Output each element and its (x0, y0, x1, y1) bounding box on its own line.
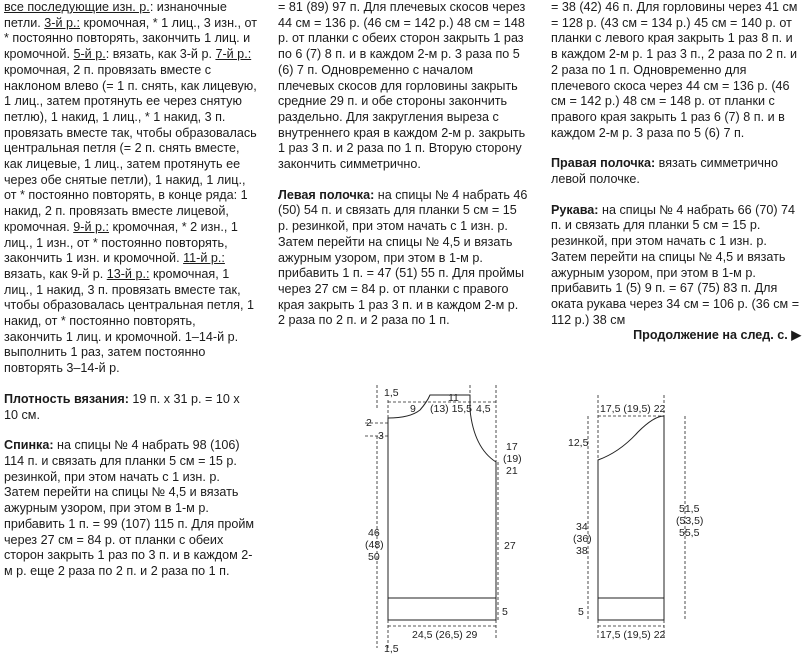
dim-label: 2 (366, 417, 372, 429)
text-fragment: на спицы № 4 набрать 66 (70) 74 п. и связать для планки 5 см = 15 р. резинкой, при этом начать с 1 изн. р. Затем перейти на спицы № 4,5 и вязать ажурным узором, при этом в 1-м р. прибавить 1 (5) 9 п. = 67 (75) 83 п. Для оката рукава через 34 см = 106 р. (36 см = 112 р.) 38 см (551, 202, 800, 327)
dim-label: 11 (448, 392, 459, 404)
dim-label: 38 (576, 545, 588, 557)
sleeve-outline (598, 416, 664, 620)
dim-label: 50 (368, 551, 380, 563)
dim-label: 12,5 (568, 437, 589, 449)
section-heading: Плотность вязания: (4, 391, 129, 406)
section-heading: Левая полочка: (278, 187, 375, 202)
dim-label: (13) 15,5 (430, 403, 473, 415)
dim-label: (53,5) (676, 515, 704, 527)
sleeve-schematic (568, 395, 703, 641)
dim-label: (19) (503, 453, 522, 465)
section-heading: Спинка: (4, 438, 54, 453)
dim-label: 17,5 (19,5) 22 (600, 403, 666, 415)
row-label: 7-й р.: (215, 47, 252, 62)
dim-label: 4,5 (476, 403, 491, 415)
row-label: 9-й р.: (73, 219, 109, 234)
dim-label: 24,5 (26,5) 29 (412, 629, 478, 641)
arrow-right-icon: ▶ (791, 328, 801, 343)
text-fragment: все последующие изн. р. (4, 0, 150, 14)
dim-label: 17,5 (19,5) 22 (600, 629, 666, 641)
text-fragment: кромочная, * 1 лиц., 3 изн., от * постоянно повторять, закончить 1 лиц. и кромочной. (4, 15, 258, 62)
text-fragment: 19 п. x 31 р. = 10 x 10 см. (4, 391, 240, 422)
text-fragment: кромочная, * 2 изн., 1 лиц., 1 изн., от * постоянно повторять, закончить 1 изн. и кромочной. (4, 219, 238, 266)
dim-label: 27 (504, 540, 516, 552)
text-fragment: кромочная, 1 лиц., 1 накид, 3 п. провязать вместе так, чтобы образовалась центральная петля, 1 накид, от * постоянно повторять, закончить 1 лиц. и кромочной. 1–14-й р. выполнить 1 раз, затем постоянно повторять 3–14-й р. (4, 266, 254, 376)
left-front-continued-paragraph: = 38 (42) 46 п. Для горловины через 41 см = 128 р. (43 см = 134 р.) 45 см = 140 р. от планки с левого края закрыть 1 раз 8 п. и в каждом 2-м р. 1 раз 3 п., 2 раза по 2 п. и 2 раза по 1 п. Одновременно для плечевого скоса через 44 см = 136 р. (46 см = 142 р.) 48 см = 148 р. от планки с правого края закрыть 1 раз 6 (7) 8 п. и в каждом 2-м р. 3 раза по 5 (6) 7 п. (551, 0, 798, 140)
dim-label: 55,5 (679, 527, 700, 539)
dim-label: (36) (573, 533, 592, 545)
dim-label: 51,5 (679, 503, 700, 515)
text-fragment: : изнаночные петли. (4, 0, 227, 30)
section-heading: Рукава: (551, 202, 599, 217)
dim-label: 46 (368, 527, 380, 539)
row-label: 11-й р.: (183, 251, 225, 266)
section-heading: Правая полочка: (551, 156, 656, 171)
dim-label: 3 (378, 430, 384, 442)
continued-text: Продолжение на след. с. (633, 328, 788, 343)
dim-label: 9 (410, 403, 416, 415)
dim-label: 5 (578, 606, 584, 618)
row-label: 3-й р.: (44, 15, 81, 30)
back-continued-paragraph: = 81 (89) 97 п. Для плечевых скосов через 44 см = 136 р. (46 см = 142 р.) 48 см = 148 р. от планки с обеих сторон закрыть 1 раз по 6 (7) 8 п. и в каждом 2-м р. 3 раза по 5 (6) 7 п. Одновременно с началом плечевых скосов для горловины закрыть средние 29 п. и обе стороны закончить раздельно. Для закругления выреза с внутреннего края в каждом 2-м р. закрыть 1 раз 3 п. и 2 раза по 1 п. Вторую сторону закончить симметрично. (278, 0, 526, 172)
text-fragment: на спицы № 4 набрать 46 (50) 54 п. и связать для планки 5 см = 15 р. резинкой, при этом начать с 1 изн. р. Затем перейти на спицы № 4,5 и вязать ажурным узором, при этом в 1-м р. прибавить 1 п. = 47 (51) 55 п. Для проймы через 27 см = 84 р. от планки с правого края закрыть 1 раз 3 п. и в каждом 2-м р. 2 раза по 2 п. и 2 раза по 1 п. (278, 187, 528, 328)
dim-label: 1,5 (384, 643, 399, 655)
dim-label: 21 (506, 465, 518, 477)
text-fragment: на спицы № 4 набрать 98 (106) 114 п. и связать для планки 5 см = 15 р. резинкой, при этом начать с 1 изн. р. Затем перейти на спицы № 4,5 и вязать ажурным узором, при этом в 1-м р. прибавить 1 п. = 99 (107) 115 п. Для пройм через 27 см = 84 р. от планки с обеих сторон закрыть 1 раз по 3 п. и в каждом 2-м р. еще 2 раза по 2 п. и 2 раза по 1 п. (4, 438, 255, 578)
text-fragment: вязать симметрично левой полочке. (551, 156, 778, 187)
dim-label: 17 (506, 441, 518, 453)
text-fragment: вязать, как 9-й р. (4, 266, 107, 281)
dim-label: (48) (365, 539, 384, 551)
dim-label: 1,5 (384, 387, 399, 399)
body-schematic (365, 385, 522, 655)
row-label: 5-й р. (73, 47, 106, 62)
row-label: 13-й р.: (106, 266, 150, 281)
dim-label: 34 (576, 521, 588, 533)
dim-label: 5 (502, 606, 508, 618)
text-fragment: : вязать, как 3-й р. (105, 47, 216, 62)
text-fragment: кромочная, 2 п. провязать вместе с наклоном влево (= 1 п. снять, как лицевую, 1 лиц., затем протянуть ее через снятую петлю), 1 накид, 1 лиц., * 1 накид, 3 п. провязать вместе так, чтобы образовалась центральная петля (= 2 п. снять вместе, как лицевые, 1 лиц., затем протянуть ее через обе снятые петли), 1 накид, 1 лиц., от * постоянно повторять, в конце ряда: 1 накид, 2 п. провязать вместе лицевой, кромочная. (4, 62, 257, 234)
body-outline (388, 395, 496, 620)
